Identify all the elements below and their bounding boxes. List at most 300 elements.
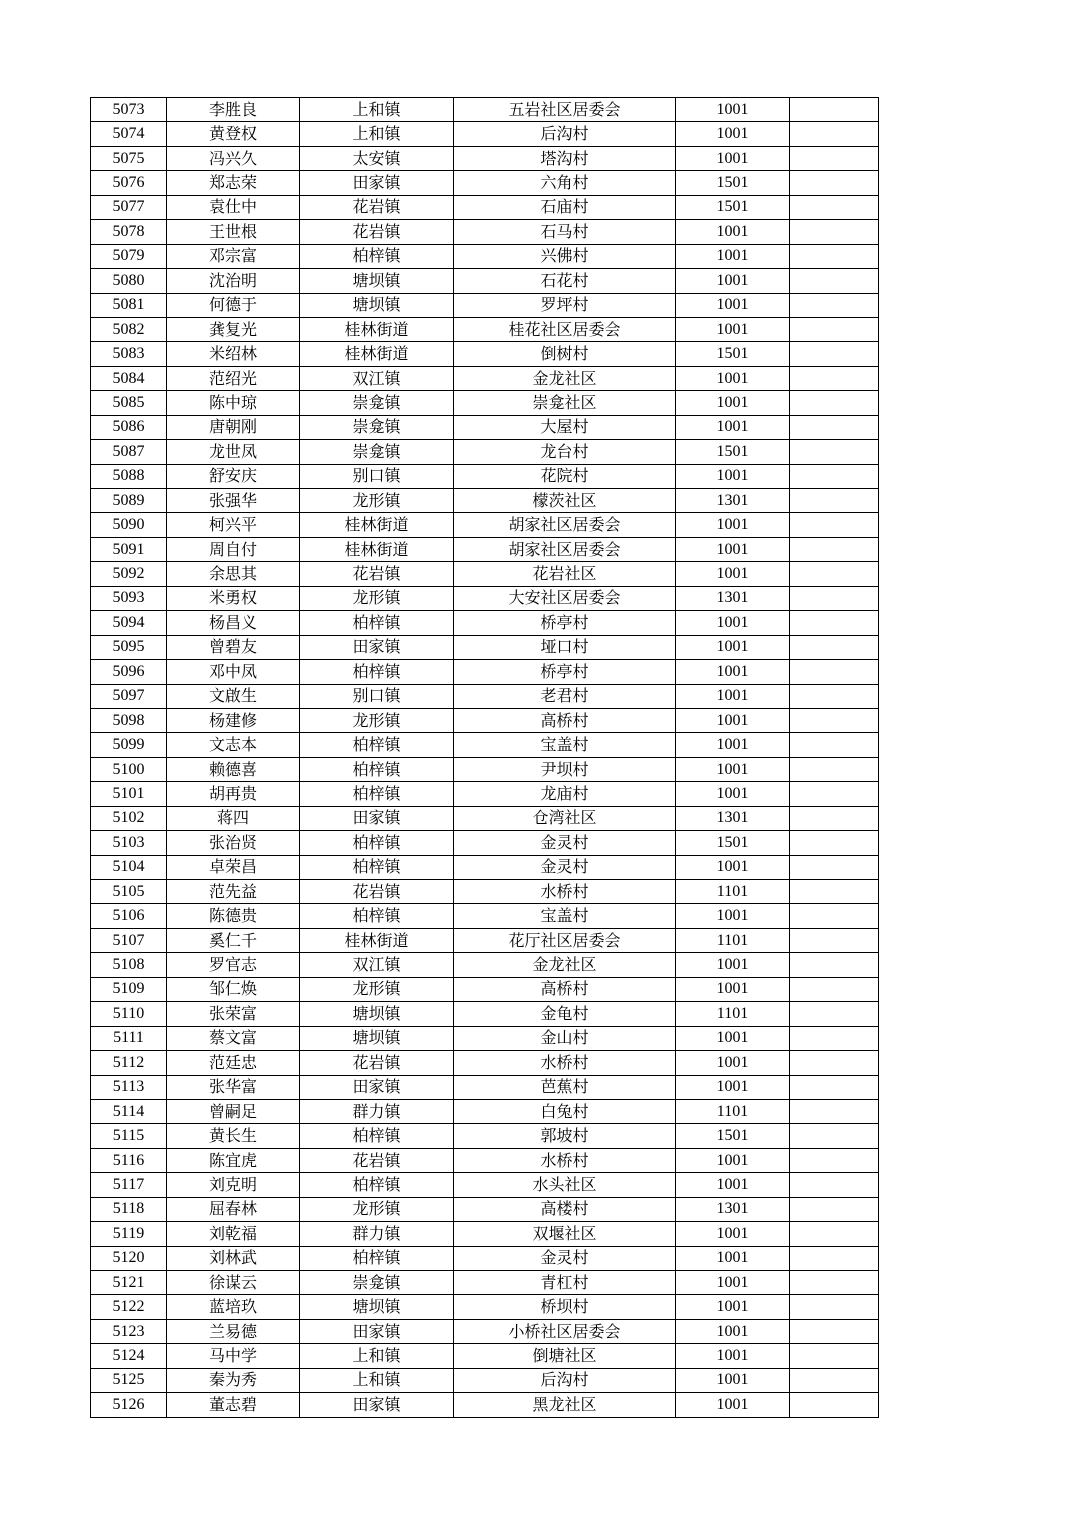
- village-cell: 黑龙社区: [454, 1393, 676, 1417]
- town-cell: 桂林街道: [300, 513, 454, 537]
- village-cell: 水头社区: [454, 1173, 676, 1197]
- person-name-cell: 屈春林: [167, 1197, 300, 1221]
- town-cell: 花岩镇: [300, 562, 454, 586]
- town-cell: 别口镇: [300, 684, 454, 708]
- person-name-cell: 卓荣昌: [167, 855, 300, 879]
- person-name-cell: 周自付: [167, 537, 300, 561]
- person-name-cell: 张治贤: [167, 831, 300, 855]
- town-cell: 柏梓镇: [300, 855, 454, 879]
- record-number-cell: 5093: [91, 586, 167, 610]
- town-cell: 柏梓镇: [300, 904, 454, 928]
- town-cell: 桂林街道: [300, 342, 454, 366]
- amount-cell: 1001: [676, 562, 790, 586]
- record-number-cell: 5112: [91, 1051, 167, 1075]
- person-name-cell: 兰易德: [167, 1319, 300, 1343]
- record-number-cell: 5092: [91, 562, 167, 586]
- person-name-cell: 张华富: [167, 1075, 300, 1099]
- village-cell: 后沟村: [454, 122, 676, 146]
- amount-cell: 1001: [676, 977, 790, 1001]
- amount-cell: 1101: [676, 928, 790, 952]
- remark-cell: [790, 1051, 879, 1075]
- remark-cell: [790, 1368, 879, 1392]
- remark-cell: [790, 269, 879, 293]
- table-row: [91, 1148, 879, 1172]
- table-row: [91, 855, 879, 879]
- amount-cell: 1001: [676, 464, 790, 488]
- amount-cell: 1301: [676, 806, 790, 830]
- town-cell: 崇龛镇: [300, 415, 454, 439]
- amount-cell: 1001: [676, 1295, 790, 1319]
- village-cell: 石马村: [454, 220, 676, 244]
- table-row: [91, 317, 879, 341]
- record-number-cell: 5087: [91, 440, 167, 464]
- remark-cell: [790, 1344, 879, 1368]
- person-name-cell: 蓝培玖: [167, 1295, 300, 1319]
- spreadsheet-page: [90, 97, 879, 1418]
- amount-cell: 1301: [676, 586, 790, 610]
- village-cell: 罗坪村: [454, 293, 676, 317]
- remark-cell: [790, 733, 879, 757]
- town-cell: 太安镇: [300, 146, 454, 170]
- table-row: [91, 1295, 879, 1319]
- table-row: [91, 146, 879, 170]
- table-row: [91, 1393, 879, 1417]
- village-cell: 小桥社区居委会: [454, 1319, 676, 1343]
- town-cell: 崇龛镇: [300, 391, 454, 415]
- town-cell: 花岩镇: [300, 195, 454, 219]
- table-row: [91, 562, 879, 586]
- town-cell: 田家镇: [300, 1319, 454, 1343]
- remark-cell: [790, 855, 879, 879]
- record-number-cell: 5096: [91, 660, 167, 684]
- village-cell: 高桥村: [454, 977, 676, 1001]
- person-name-cell: 李胜良: [167, 98, 300, 122]
- table-row: [91, 806, 879, 830]
- remark-cell: [790, 391, 879, 415]
- village-cell: 高楼村: [454, 1197, 676, 1221]
- record-number-cell: 5083: [91, 342, 167, 366]
- record-number-cell: 5099: [91, 733, 167, 757]
- record-number-cell: 5081: [91, 293, 167, 317]
- amount-cell: 1001: [676, 513, 790, 537]
- table-row: [91, 1368, 879, 1392]
- amount-cell: 1001: [676, 1393, 790, 1417]
- person-name-cell: 余思其: [167, 562, 300, 586]
- town-cell: 田家镇: [300, 1393, 454, 1417]
- amount-cell: 1001: [676, 733, 790, 757]
- remark-cell: [790, 953, 879, 977]
- town-cell: 双江镇: [300, 953, 454, 977]
- remark-cell: [790, 366, 879, 390]
- town-cell: 桂林街道: [300, 537, 454, 561]
- person-name-cell: 曾碧友: [167, 635, 300, 659]
- amount-cell: 1001: [676, 1173, 790, 1197]
- person-name-cell: 舒安庆: [167, 464, 300, 488]
- table-row: [91, 220, 879, 244]
- town-cell: 上和镇: [300, 1344, 454, 1368]
- village-cell: 垭口村: [454, 635, 676, 659]
- person-name-cell: 黄登权: [167, 122, 300, 146]
- table-row: [91, 586, 879, 610]
- amount-cell: 1001: [676, 293, 790, 317]
- table-row: [91, 782, 879, 806]
- record-number-cell: 5120: [91, 1246, 167, 1270]
- remark-cell: [790, 317, 879, 341]
- record-number-cell: 5094: [91, 611, 167, 635]
- table-row: [91, 269, 879, 293]
- village-cell: 水桥村: [454, 880, 676, 904]
- person-name-cell: 刘乾福: [167, 1222, 300, 1246]
- village-cell: 青杠村: [454, 1271, 676, 1295]
- record-number-cell: 5106: [91, 904, 167, 928]
- table-row: [91, 122, 879, 146]
- record-number-cell: 5118: [91, 1197, 167, 1221]
- person-name-cell: 秦为秀: [167, 1368, 300, 1392]
- person-name-cell: 蒋四: [167, 806, 300, 830]
- town-cell: 桂林街道: [300, 317, 454, 341]
- person-name-cell: 刘林武: [167, 1246, 300, 1270]
- table-row: [91, 366, 879, 390]
- table-row: [91, 1271, 879, 1295]
- village-cell: 大安社区居委会: [454, 586, 676, 610]
- remark-cell: [790, 1148, 879, 1172]
- table-row: [91, 244, 879, 268]
- person-name-cell: 沈治明: [167, 269, 300, 293]
- table-row: [91, 1222, 879, 1246]
- remark-cell: [790, 171, 879, 195]
- village-cell: 桥坝村: [454, 1295, 676, 1319]
- village-cell: 老君村: [454, 684, 676, 708]
- town-cell: 群力镇: [300, 1099, 454, 1123]
- village-cell: 仓湾社区: [454, 806, 676, 830]
- record-number-cell: 5103: [91, 831, 167, 855]
- remark-cell: [790, 1124, 879, 1148]
- amount-cell: 1001: [676, 269, 790, 293]
- amount-cell: 1501: [676, 195, 790, 219]
- table-row: [91, 684, 879, 708]
- remark-cell: [790, 1319, 879, 1343]
- town-cell: 田家镇: [300, 1075, 454, 1099]
- amount-cell: 1001: [676, 904, 790, 928]
- village-cell: 倒塘社区: [454, 1344, 676, 1368]
- town-cell: 田家镇: [300, 635, 454, 659]
- remark-cell: [790, 440, 879, 464]
- amount-cell: 1001: [676, 782, 790, 806]
- amount-cell: 1001: [676, 855, 790, 879]
- record-number-cell: 5080: [91, 269, 167, 293]
- town-cell: 塘坝镇: [300, 1026, 454, 1050]
- person-name-cell: 陈中琼: [167, 391, 300, 415]
- record-number-cell: 5119: [91, 1222, 167, 1246]
- village-cell: 花岩社区: [454, 562, 676, 586]
- amount-cell: 1001: [676, 1246, 790, 1270]
- town-cell: 柏梓镇: [300, 757, 454, 781]
- village-cell: 石庙村: [454, 195, 676, 219]
- amount-cell: 1001: [676, 660, 790, 684]
- remark-cell: [790, 562, 879, 586]
- town-cell: 龙形镇: [300, 977, 454, 1001]
- record-number-cell: 5089: [91, 489, 167, 513]
- record-number-cell: 5124: [91, 1344, 167, 1368]
- town-cell: 柏梓镇: [300, 1173, 454, 1197]
- record-number-cell: 5121: [91, 1271, 167, 1295]
- records-table: [90, 97, 879, 1418]
- person-name-cell: 张荣富: [167, 1002, 300, 1026]
- person-name-cell: 米绍林: [167, 342, 300, 366]
- town-cell: 龙形镇: [300, 1197, 454, 1221]
- amount-cell: 1001: [676, 1148, 790, 1172]
- amount-cell: 1001: [676, 635, 790, 659]
- village-cell: 宝盖村: [454, 733, 676, 757]
- town-cell: 桂林街道: [300, 928, 454, 952]
- amount-cell: 1001: [676, 757, 790, 781]
- town-cell: 柏梓镇: [300, 831, 454, 855]
- table-row: [91, 464, 879, 488]
- town-cell: 塘坝镇: [300, 269, 454, 293]
- village-cell: 花厅社区居委会: [454, 928, 676, 952]
- village-cell: 尹坝村: [454, 757, 676, 781]
- town-cell: 龙形镇: [300, 489, 454, 513]
- remark-cell: [790, 1295, 879, 1319]
- town-cell: 花岩镇: [300, 1148, 454, 1172]
- village-cell: 塔沟村: [454, 146, 676, 170]
- person-name-cell: 杨建修: [167, 708, 300, 732]
- table-row: [91, 440, 879, 464]
- amount-cell: 1501: [676, 440, 790, 464]
- record-number-cell: 5113: [91, 1075, 167, 1099]
- person-name-cell: 奚仁千: [167, 928, 300, 952]
- remark-cell: [790, 1393, 879, 1417]
- village-cell: 龙台村: [454, 440, 676, 464]
- remark-cell: [790, 1271, 879, 1295]
- amount-cell: 1001: [676, 1271, 790, 1295]
- remark-cell: [790, 831, 879, 855]
- person-name-cell: 唐朝刚: [167, 415, 300, 439]
- table-row: [91, 195, 879, 219]
- village-cell: 宝盖村: [454, 904, 676, 928]
- record-number-cell: 5107: [91, 928, 167, 952]
- town-cell: 崇龛镇: [300, 440, 454, 464]
- remark-cell: [790, 904, 879, 928]
- record-number-cell: 5098: [91, 708, 167, 732]
- record-number-cell: 5117: [91, 1173, 167, 1197]
- person-name-cell: 刘克明: [167, 1173, 300, 1197]
- amount-cell: 1001: [676, 122, 790, 146]
- table-row: [91, 635, 879, 659]
- amount-cell: 1101: [676, 1002, 790, 1026]
- person-name-cell: 范先益: [167, 880, 300, 904]
- remark-cell: [790, 195, 879, 219]
- record-number-cell: 5074: [91, 122, 167, 146]
- village-cell: 芭蕉村: [454, 1075, 676, 1099]
- remark-cell: [790, 513, 879, 537]
- town-cell: 田家镇: [300, 171, 454, 195]
- table-row: [91, 98, 879, 122]
- village-cell: 金山村: [454, 1026, 676, 1050]
- table-row: [91, 831, 879, 855]
- village-cell: 金灵村: [454, 855, 676, 879]
- record-number-cell: 5122: [91, 1295, 167, 1319]
- amount-cell: 1101: [676, 1099, 790, 1123]
- table-row: [91, 1002, 879, 1026]
- remark-cell: [790, 928, 879, 952]
- amount-cell: 1001: [676, 1368, 790, 1392]
- person-name-cell: 董志碧: [167, 1393, 300, 1417]
- person-name-cell: 柯兴平: [167, 513, 300, 537]
- town-cell: 上和镇: [300, 122, 454, 146]
- table-row: [91, 537, 879, 561]
- person-name-cell: 赖德喜: [167, 757, 300, 781]
- amount-cell: 1501: [676, 1124, 790, 1148]
- table-row: [91, 1344, 879, 1368]
- table-row: [91, 757, 879, 781]
- table-row: [91, 1319, 879, 1343]
- person-name-cell: 郑志荣: [167, 171, 300, 195]
- table-row: [91, 1173, 879, 1197]
- remark-cell: [790, 1002, 879, 1026]
- table-row: [91, 1026, 879, 1050]
- record-number-cell: 5078: [91, 220, 167, 244]
- table-row: [91, 1124, 879, 1148]
- table-row: [91, 391, 879, 415]
- village-cell: 金龙社区: [454, 953, 676, 977]
- village-cell: 金灵村: [454, 1246, 676, 1270]
- remark-cell: [790, 146, 879, 170]
- remark-cell: [790, 806, 879, 830]
- amount-cell: 1001: [676, 415, 790, 439]
- record-number-cell: 5086: [91, 415, 167, 439]
- table-row: [91, 171, 879, 195]
- town-cell: 群力镇: [300, 1222, 454, 1246]
- village-cell: 郭坡村: [454, 1124, 676, 1148]
- record-number-cell: 5102: [91, 806, 167, 830]
- remark-cell: [790, 293, 879, 317]
- record-number-cell: 5095: [91, 635, 167, 659]
- remark-cell: [790, 1075, 879, 1099]
- remark-cell: [790, 98, 879, 122]
- record-number-cell: 5090: [91, 513, 167, 537]
- amount-cell: 1501: [676, 342, 790, 366]
- village-cell: 檬茨社区: [454, 489, 676, 513]
- village-cell: 金龙社区: [454, 366, 676, 390]
- remark-cell: [790, 684, 879, 708]
- town-cell: 塘坝镇: [300, 1002, 454, 1026]
- town-cell: 柏梓镇: [300, 1124, 454, 1148]
- town-cell: 龙形镇: [300, 586, 454, 610]
- village-cell: 双堰社区: [454, 1222, 676, 1246]
- remark-cell: [790, 708, 879, 732]
- town-cell: 柏梓镇: [300, 660, 454, 684]
- village-cell: 兴佛村: [454, 244, 676, 268]
- person-name-cell: 袁仕中: [167, 195, 300, 219]
- amount-cell: 1001: [676, 1222, 790, 1246]
- town-cell: 柏梓镇: [300, 1246, 454, 1270]
- person-name-cell: 龙世凤: [167, 440, 300, 464]
- town-cell: 上和镇: [300, 98, 454, 122]
- record-number-cell: 5115: [91, 1124, 167, 1148]
- town-cell: 龙形镇: [300, 708, 454, 732]
- person-name-cell: 陈宜虎: [167, 1148, 300, 1172]
- table-row: [91, 977, 879, 1001]
- remark-cell: [790, 464, 879, 488]
- person-name-cell: 王世根: [167, 220, 300, 244]
- table-row: [91, 953, 879, 977]
- remark-cell: [790, 1197, 879, 1221]
- person-name-cell: 罗官志: [167, 953, 300, 977]
- amount-cell: 1001: [676, 684, 790, 708]
- village-cell: 后沟村: [454, 1368, 676, 1392]
- remark-cell: [790, 122, 879, 146]
- record-number-cell: 5084: [91, 366, 167, 390]
- record-number-cell: 5111: [91, 1026, 167, 1050]
- record-number-cell: 5088: [91, 464, 167, 488]
- village-cell: 崇龛社区: [454, 391, 676, 415]
- amount-cell: 1501: [676, 831, 790, 855]
- village-cell: 桥亭村: [454, 611, 676, 635]
- amount-cell: 1001: [676, 220, 790, 244]
- table-row: [91, 660, 879, 684]
- table-row: [91, 1246, 879, 1270]
- village-cell: 石花村: [454, 269, 676, 293]
- record-number-cell: 5097: [91, 684, 167, 708]
- amount-cell: 1001: [676, 366, 790, 390]
- amount-cell: 1001: [676, 1319, 790, 1343]
- table-row: [91, 415, 879, 439]
- amount-cell: 1501: [676, 171, 790, 195]
- amount-cell: 1001: [676, 1075, 790, 1099]
- town-cell: 花岩镇: [300, 1051, 454, 1075]
- remark-cell: [790, 757, 879, 781]
- person-name-cell: 邓宗富: [167, 244, 300, 268]
- remark-cell: [790, 660, 879, 684]
- person-name-cell: 陈德贵: [167, 904, 300, 928]
- record-number-cell: 5125: [91, 1368, 167, 1392]
- record-number-cell: 5082: [91, 317, 167, 341]
- remark-cell: [790, 586, 879, 610]
- record-number-cell: 5104: [91, 855, 167, 879]
- village-cell: 大屋村: [454, 415, 676, 439]
- remark-cell: [790, 782, 879, 806]
- remark-cell: [790, 415, 879, 439]
- village-cell: 花院村: [454, 464, 676, 488]
- remark-cell: [790, 880, 879, 904]
- amount-cell: 1301: [676, 1197, 790, 1221]
- town-cell: 塘坝镇: [300, 1295, 454, 1319]
- record-number-cell: 5123: [91, 1319, 167, 1343]
- amount-cell: 1001: [676, 98, 790, 122]
- person-name-cell: 冯兴久: [167, 146, 300, 170]
- record-number-cell: 5076: [91, 171, 167, 195]
- amount-cell: 1001: [676, 244, 790, 268]
- person-name-cell: 范绍光: [167, 366, 300, 390]
- village-cell: 水桥村: [454, 1148, 676, 1172]
- amount-cell: 1001: [676, 1026, 790, 1050]
- record-number-cell: 5126: [91, 1393, 167, 1417]
- town-cell: 花岩镇: [300, 220, 454, 244]
- remark-cell: [790, 1173, 879, 1197]
- remark-cell: [790, 342, 879, 366]
- record-number-cell: 5091: [91, 537, 167, 561]
- village-cell: 金龟村: [454, 1002, 676, 1026]
- town-cell: 上和镇: [300, 1368, 454, 1392]
- record-number-cell: 5108: [91, 953, 167, 977]
- person-name-cell: 杨昌义: [167, 611, 300, 635]
- record-number-cell: 5077: [91, 195, 167, 219]
- remark-cell: [790, 977, 879, 1001]
- remark-cell: [790, 1026, 879, 1050]
- record-number-cell: 5100: [91, 757, 167, 781]
- person-name-cell: 张强华: [167, 489, 300, 513]
